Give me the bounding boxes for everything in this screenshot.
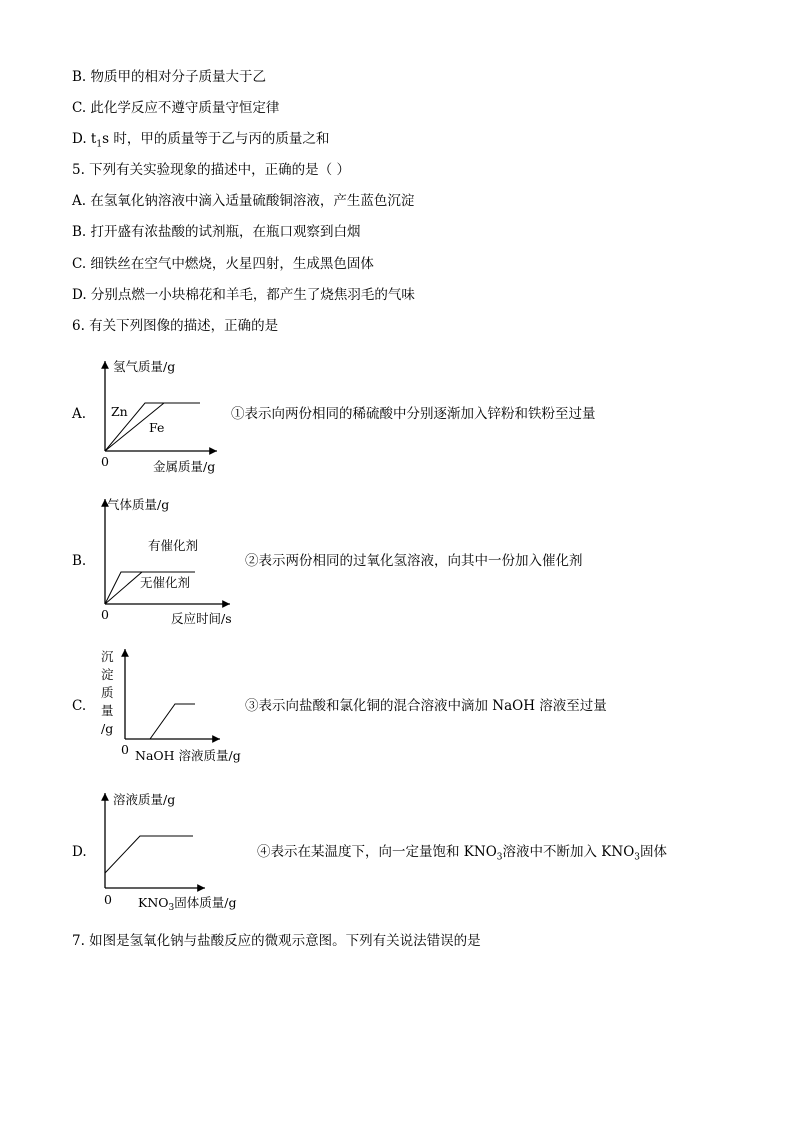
q6-option-b-letter: B. [72,553,87,569]
graph-c-ylabel-4: 量 [101,703,114,718]
graph-b-ylabel: 气体质量/g [107,497,170,512]
q5-stem: 5. 下列有关实验现象的描述中，正确的是（ ） [72,162,350,178]
q6-option-d-desc-suffix: 固体 [640,844,667,860]
q6-option-b-desc: ②表示两份相同的过氧化氢溶液，向其中一份加入催化剂 [245,553,583,569]
q6-option-d-desc-sub: 3 [496,852,503,863]
q6-option-d-letter: D. [72,844,87,860]
graph-b-xlabel: 反应时间/s [171,611,232,626]
graph-b-origin: 0 [101,607,109,622]
graph-c-precipitate-line [125,704,195,739]
option-d-prefix: D. t [72,131,97,147]
graph-c-origin: 0 [121,742,129,757]
q5-option-d: D. 分别点燃一小块棉花和羊毛，都产生了烧焦羽毛的气味 [72,287,415,303]
graph-d-xlabel: $KNO_3$固体质量/g [138,895,237,913]
graph-c-ylabel-2: 淀 [101,667,114,682]
graph-b [95,493,245,633]
q6-option-d-desc-sub2: 3 [634,852,640,863]
option-d-sub: 1 [96,139,103,150]
graph-c [95,643,255,768]
option-c-prev: C. 此化学反应不遵守质量守恒定律 [72,100,280,116]
graph-d-solution-line [105,836,193,873]
graph-b-nocatalyst-label: 无催化剂 [140,575,191,590]
q6-option-a-letter: A. [72,406,87,422]
graph-a-origin: 0 [101,454,109,469]
q5-option-a: A. 在氢氧化钠溶液中滴入适量硫酸铜溶液，产生蓝色沉淀 [72,193,415,209]
q6-option-a-desc: ①表示向两份相同的稀硫酸中分别逐渐加入锌粉和铁粉至过量 [231,406,596,422]
graph-b-nocatalyst-line [105,572,142,604]
graph-b-catalyst-label: 有催化剂 [148,538,199,553]
graph-d [95,787,255,912]
q7-stem: 7. 如图是氢氧化钠与盐酸反应的微观示意图。下列有关说法错误的是 [72,933,481,949]
graph-a-xlabel: 金属质量/g [153,459,216,474]
option-d-suffix: s 时，甲的质量等于乙与丙的质量之和 [102,131,330,147]
graph-a-fe-label: Fe [149,420,165,435]
graph-a [95,355,235,480]
q6-option-d-desc [257,843,667,867]
q6-option-c-desc: ③表示向盐酸和氯化铜的混合溶液中滴加 NaOH 溶液至过量 [245,698,607,714]
graph-d-origin: 0 [104,892,112,907]
graph-c-ylabel-5: /g [101,721,114,736]
graph-c-xlabel: NaOH 溶液质量/g [135,748,241,763]
option-b-prev: B. 物质甲的相对分子质量大于乙 [72,69,267,85]
q5-option-b: B. 打开盛有浓盐酸的试剂瓶，在瓶口观察到白烟 [72,224,361,240]
graph-c-ylabel-3: 质 [101,685,114,700]
option-d-prev [72,130,329,154]
graph-c-ylabel-1: 沉 [101,649,114,664]
q6-option-d-desc-mid: 溶液中不断加入 KNO [502,844,635,860]
q6-stem: 6. 有关下列图像的描述，正确的是 [72,318,279,334]
q5-option-c: C. 细铁丝在空气中燃烧，火星四射，生成黑色固体 [72,256,374,272]
graph-a-zn-label: Zn [111,404,128,419]
graph-a-ylabel: 氢气质量/g [113,359,176,374]
q6-option-c-letter: C. [72,698,87,714]
graph-d-ylabel: 溶液质量/g [113,792,176,807]
q6-option-d-desc-prefix: ④表示在某温度下，向一定量饱和 KNO [257,844,497,860]
